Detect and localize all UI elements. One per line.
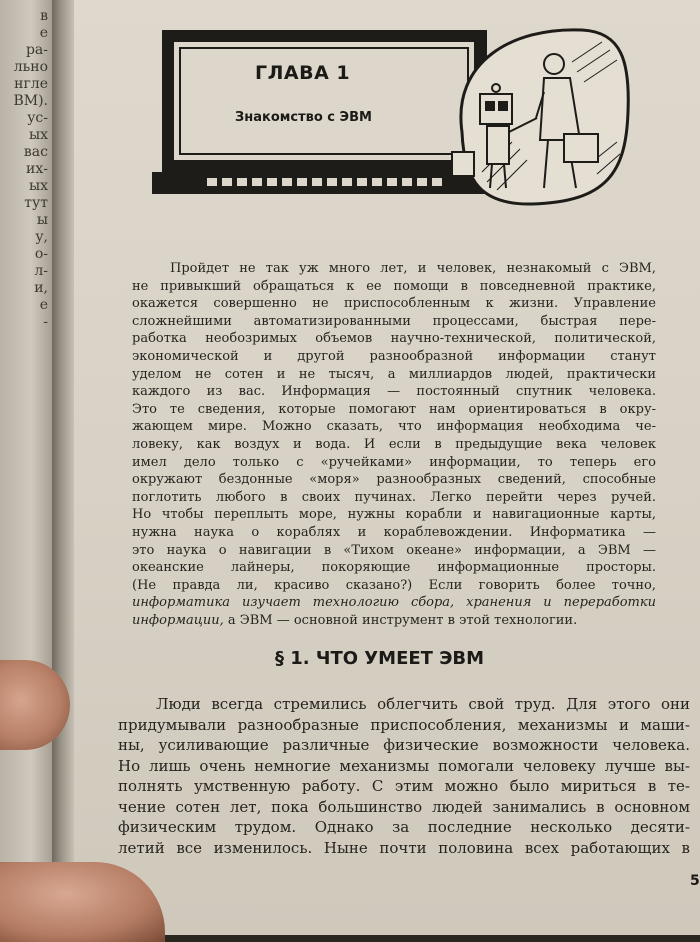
previous-page-fragment: л- — [34, 263, 48, 279]
previous-page-fragment: е — [39, 297, 48, 313]
text-line: каждого из вас. Информация — постоянный спутник человека. — [132, 384, 656, 400]
text-line: Это те сведения, которые помогают нам ориентироваться в окру- — [132, 401, 656, 417]
text-line: Но чтобы переплыть море, нужны корабли и навигационные карты, — [132, 507, 656, 523]
text-line-italic: информатика изучает технологию сбора, хранения и переработки — [132, 595, 656, 611]
text-line: физическим трудом. Однако за последние несколько десяти- — [118, 818, 690, 836]
text-line: нужна наука о кораблях и кораблевождении. Информатика — — [132, 524, 656, 540]
section-title: § 1. ЧТО УМЕЕТ ЭВМ — [275, 648, 485, 669]
previous-page-fragment: ус- — [27, 110, 48, 126]
previous-page-fragment: ых — [28, 127, 48, 143]
previous-page-fragment: и, — [34, 280, 48, 296]
text-line: Пройдет не так уж много лет, и человек, незнакомый с ЭВМ, — [170, 261, 656, 276]
previous-page-fragment: ра- — [25, 42, 48, 58]
text-line: это наука о навигации в «Тихом океане» информации, а ЭВМ — — [132, 542, 656, 558]
intro-paragraph — [132, 260, 656, 629]
previous-page-fragment: ВМ). — [13, 93, 48, 109]
text-line: Люди всегда стремились облегчить свой труд. Для этого они — [156, 695, 690, 713]
previous-page-fragment: ых — [28, 178, 48, 194]
text-line: экономической и другой разнообразной информации станут — [132, 348, 656, 364]
chapter-header-illustration — [152, 22, 632, 210]
text-line: придумывали разнообразные приспособления, механизмы и маши- — [118, 715, 690, 734]
previous-page-fragment: е — [39, 25, 48, 41]
text-line: чение сотен лет, пока большинство людей занимались в основном — [118, 797, 690, 816]
text-line: (Не правда ли, красиво сказано?) Если говорить более точно, — [132, 577, 656, 593]
previous-page-fragment: - — [43, 314, 48, 330]
text-line: жающем мире. Можно сказать, что информация необходима че- — [132, 419, 656, 435]
text-line: Но лишь очень немногие механизмы помогали человеку лучше вы- — [118, 756, 690, 775]
text-line: имел дело только с «ручейками» информации, то теперь его — [132, 454, 656, 470]
previous-page-fragment: тут — [24, 195, 48, 211]
text-line: окажется совершенно не приспособленным к жизни. Управление — [132, 296, 656, 312]
chapter-subtitle: Знакомство с ЭВМ — [235, 110, 372, 125]
text-line: не привыкший обращаться к ее помощи в повседневной практике, — [132, 278, 656, 294]
text-line: работка необозримых объемов научно-технической, политической, — [132, 331, 656, 347]
text-line: океанские лайнеры, покоряющие информационные просторы. — [132, 560, 656, 576]
previous-page-fragment: о- — [34, 246, 48, 262]
text-line: поглотить любого в своих пучинах. Легко перейти через ручей. — [132, 489, 656, 505]
previous-page-fragment: нгле — [14, 76, 48, 92]
text-line: ны, усиливающие различные физические возможности человека. — [118, 736, 690, 754]
text-line: ловеку, как воздух и вода. И если в предыдущие века человек — [132, 436, 656, 452]
final-line-rest: а ЭВМ — основной инструмент в этой технологии. — [223, 612, 578, 628]
previous-page-fragment: льно — [13, 59, 48, 75]
previous-page-edge — [0, 0, 52, 935]
text-line: летий все изменилось. Ныне почти половина всех работающих в — [118, 838, 690, 857]
previous-page-fragment: их- — [26, 161, 48, 177]
italic-fragment: информации, — [132, 612, 224, 628]
computer-and-robot-drawing — [152, 22, 632, 210]
book-spine — [52, 0, 74, 935]
text-line: полнять умственную работу. С этим можно было мириться в те- — [118, 777, 690, 795]
page-number: 5 — [690, 873, 700, 889]
previous-page-fragment: вас — [23, 144, 48, 160]
chapter-label: ГЛАВА 1 — [255, 62, 351, 84]
previous-page-fragment: в — [40, 8, 48, 24]
text-line: сложнейшими автоматизированными процессами, быстрая пере- — [132, 313, 656, 329]
text-line: окружают бездонные «моря» разнообразных сведений, способные — [132, 472, 656, 488]
section-paragraph — [118, 694, 690, 858]
text-line-final — [132, 612, 656, 630]
text-line: уделом не сотен и не тысяч, а миллиардов людей, практически — [132, 366, 656, 382]
previous-page-fragment: ы — [36, 212, 48, 228]
previous-page-fragment: у, — [35, 229, 48, 245]
